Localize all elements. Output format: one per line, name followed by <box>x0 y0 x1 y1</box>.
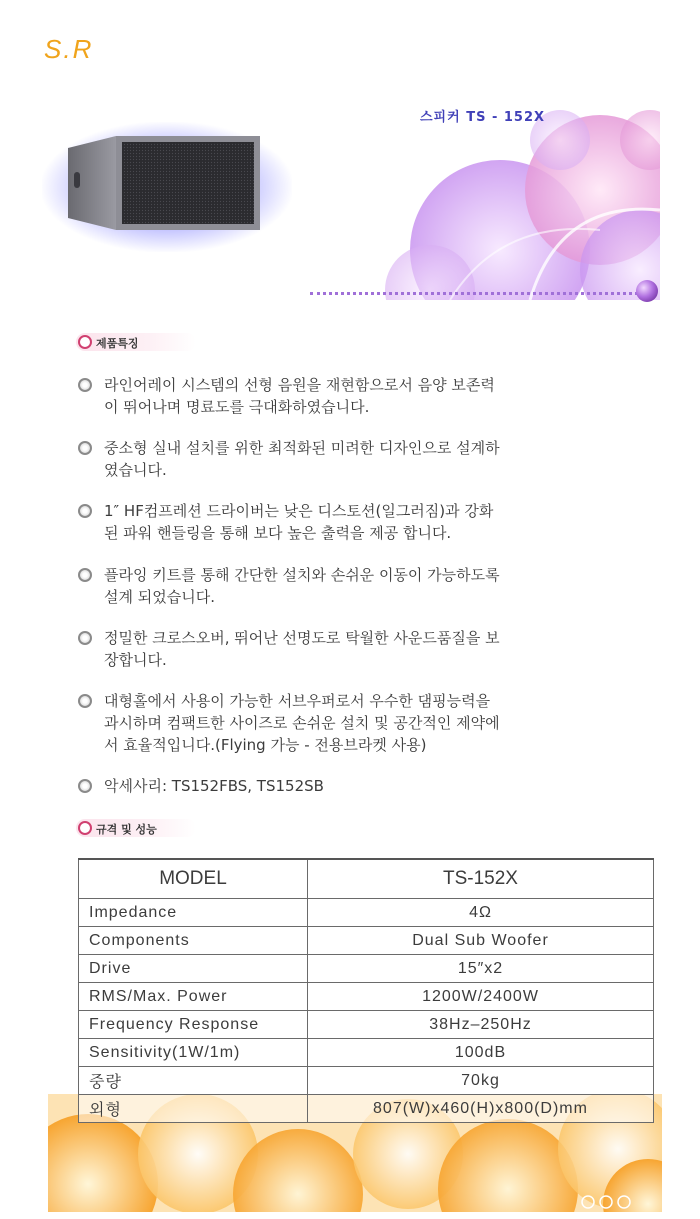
bullet-icon <box>78 441 92 455</box>
table-header-value: TS-152X <box>308 859 654 899</box>
spec-value: 70kg <box>308 1067 654 1095</box>
feature-item-3: 1″ HF컴프레션 드라이버는 낮은 디스토션(일그러짐)과 강화 된 파워 핸들링을 통해 보다 높은 출력을 제공 합니다. <box>78 500 598 544</box>
features-heading: 제품특징 <box>76 333 216 351</box>
bullet-icon <box>78 568 92 582</box>
title-dotted-divider <box>310 292 638 295</box>
spec-label: Impedance <box>79 899 308 927</box>
table-row <box>79 1095 654 1123</box>
table-row <box>79 1011 654 1039</box>
bullet-icon <box>78 779 92 793</box>
spec-value: Dual Sub Woofer <box>308 927 654 955</box>
bullet-icon <box>78 378 92 392</box>
spec-label: RMS/Max. Power <box>79 983 308 1011</box>
table-row <box>79 1067 654 1095</box>
table-header-model: MODEL <box>79 859 308 899</box>
table-row <box>79 899 654 927</box>
spec-label: Drive <box>79 955 308 983</box>
spec-label: 중량 <box>79 1067 308 1095</box>
spec-label: Components <box>79 927 308 955</box>
feature-item-4: 플라잉 키트를 통해 간단한 설치와 손쉬운 이동이 가능하도록 설계 되었습니다. <box>78 564 598 608</box>
feature-item-accessories: 악세사리: TS152FBS, TS152SB <box>78 775 598 797</box>
spec-table <box>78 858 654 1123</box>
spec-value: 15″x2 <box>308 955 654 983</box>
spec-heading: 규격 및 성능 <box>76 819 216 837</box>
spec-value: 4Ω <box>308 899 654 927</box>
table-row <box>79 983 654 1011</box>
heading-ring-icon <box>78 821 92 835</box>
spec-label: 외형 <box>79 1095 308 1123</box>
spec-label: Frequency Response <box>79 1011 308 1039</box>
spec-value: 100dB <box>308 1039 654 1067</box>
speaker-product-image <box>66 134 262 232</box>
table-row <box>79 927 654 955</box>
bullet-icon <box>78 631 92 645</box>
table-header-row <box>79 859 654 899</box>
purple-ball-icon <box>636 280 658 302</box>
spec-label: Sensitivity(1W/1m) <box>79 1039 308 1067</box>
spec-value: 1200W/2400W <box>308 983 654 1011</box>
feature-item-2: 중소형 실내 설치를 위한 최적화된 미려한 디자인으로 설계하 였습니다. <box>78 437 598 481</box>
hero-bubbles-decoration <box>300 100 660 300</box>
product-title: 스피커 TS - 152X <box>420 110 546 125</box>
table-row <box>79 1039 654 1067</box>
feature-item-5: 정밀한 크로스오버, 뛰어난 선명도로 탁월한 사운드품질을 보 장합니다. <box>78 627 598 671</box>
table-row <box>79 955 654 983</box>
bullet-icon <box>78 694 92 708</box>
spec-value: 807(W)x460(H)x800(D)mm <box>308 1095 654 1123</box>
feature-item-1: 라인어레이 시스템의 선형 음원을 재현함으로서 음양 보존력 이 뛰어나며 명료도를 극대화하였습니다. <box>78 374 598 418</box>
brand-logo: S.R <box>44 34 94 64</box>
heading-ring-icon <box>78 335 92 349</box>
bullet-icon <box>78 504 92 518</box>
spec-value: 38Hz–250Hz <box>308 1011 654 1039</box>
feature-item-6: 대형홀에서 사용이 가능한 서브우퍼로서 우수한 댐핑능력을 과시하며 컴팩트한 사이즈로 손쉬운 설치 및 공간적인 제약에 서 효율적입니다.(Flying 가능 - 전용브라켓 사용) <box>78 690 598 756</box>
